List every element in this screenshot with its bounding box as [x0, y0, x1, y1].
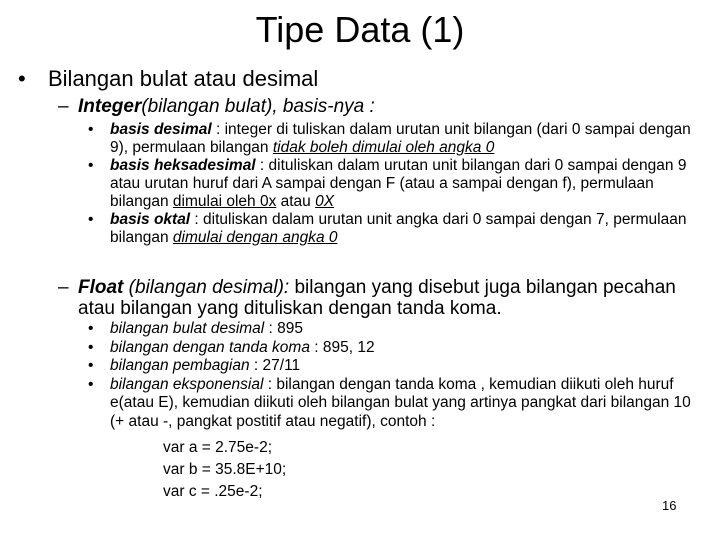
item-text: : 27/11	[249, 357, 301, 374]
item-text: : dituliskan dalam urutan unit angka dari 0 sampai dengan 7, permulaan bilangan	[110, 211, 687, 246]
item-underline-2: 0X	[315, 193, 335, 210]
bullet-bilangan-text: Bilangan bulat atau desimal	[48, 66, 319, 91]
bullet-icon: •	[88, 320, 94, 337]
bullet-icon: •	[18, 66, 26, 91]
float-term: Float	[78, 277, 124, 298]
dash-icon: –	[58, 96, 69, 117]
slide-title: Tipe Data (1)	[255, 9, 465, 50]
code-line-b: var b = 35.8E+10;	[163, 461, 287, 478]
code-line-c: var c = .25e-2;	[163, 483, 263, 500]
integer-rest: (bilangan bulat), basis-nya :	[141, 96, 375, 117]
item-text: : 895	[264, 320, 304, 337]
integer-item-desimal	[88, 121, 698, 157]
item-text: : integer di tuliskan dalam urutan unit bilangan (dari 0 sampai dengan 9), permulaan bilangan	[110, 121, 691, 156]
item-underline: tidak boleh dimulai oleh angka 0	[272, 139, 495, 156]
bullet-icon: •	[88, 338, 94, 356]
bullet-icon: •	[88, 375, 94, 393]
item-term: bilangan pembagian	[110, 357, 250, 374]
code-line-a: var a = 2.75e-2;	[163, 439, 272, 456]
item-text-2: atau	[276, 193, 316, 210]
bullet-icon: •	[88, 121, 94, 138]
item-term: basis heksadesimal	[110, 157, 256, 174]
float-item-bulat	[88, 320, 698, 339]
float-item-pembagian	[88, 357, 698, 376]
float-list	[88, 320, 698, 431]
item-term: bilangan dengan tanda koma	[110, 338, 310, 356]
item-term: bilangan bulat desimal	[110, 320, 265, 337]
item-term: basis desimal	[110, 121, 212, 138]
dash-icon: –	[58, 277, 69, 298]
float-italic: (bilangan desimal):	[123, 277, 290, 298]
integer-term: Integer	[78, 96, 142, 117]
item-underline: dimulai dengan angka 0	[172, 229, 338, 246]
item-text: : dituliskan dalam urutan unit bilangan dari 0 sampai dengan 9 atau urutan huruf dari A sampai dengan F (atau a sampai dengan f), permulaan bilangan	[110, 157, 687, 210]
integer-item-oktal	[88, 211, 698, 247]
integer-heading	[58, 96, 698, 117]
float-rest: bilangan yang disebut juga bilangan pecahan atau bilangan yang dituliskan dengan tanda koma.	[78, 277, 676, 319]
item-term: basis oktal	[110, 211, 191, 228]
integer-list	[88, 121, 698, 247]
bullet-icon: •	[88, 157, 94, 174]
page-number: 16	[662, 498, 677, 513]
float-item-eksponensial	[88, 376, 698, 432]
item-underline: dimulai oleh 0x	[172, 193, 277, 210]
item-text: : bilangan dengan tanda koma , kemudian diikuti oleh huruf e(atau E), kemudian diikuti oleh bilangan bulat yang artinya pangkat dari bilangan 10 (+ atau -, pangkat postitif atau negatif), contoh :	[110, 375, 691, 430]
integer-item-heksadesimal	[88, 157, 698, 211]
item-term: bilangan eksponensial	[110, 375, 264, 393]
float-item-koma	[88, 339, 698, 358]
item-text: : 895, 12	[309, 338, 375, 356]
bullet-icon: •	[88, 211, 94, 228]
float-heading	[58, 277, 698, 319]
bullet-icon: •	[88, 357, 94, 374]
bullet-bilangan	[18, 66, 318, 92]
